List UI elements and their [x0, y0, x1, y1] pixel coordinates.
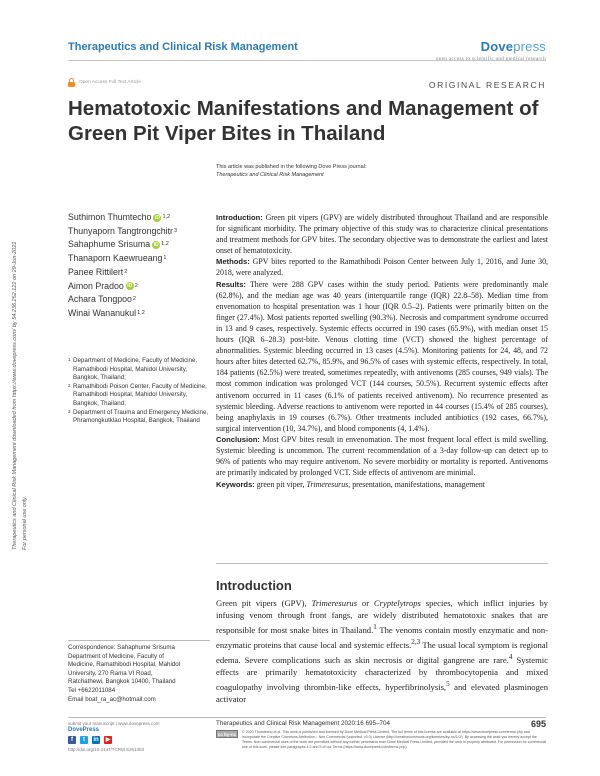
correspondence-line: Department of Medicine, Faculty of — [68, 652, 164, 660]
author-name[interactable]: Panee Rittilert — [68, 266, 124, 277]
correspondence — [68, 644, 210, 704]
correspondence-divider — [68, 640, 210, 641]
abstract-methods: Methods: GPV bites reported to the Ramathibodi Poison Center between July 1, 2016, and June 30, 2018, were analyzed. — [216, 257, 548, 278]
license-block — [216, 730, 548, 750]
affiliation — [68, 383, 210, 409]
cc-license-icon[interactable]: cc by-nc — [217, 732, 237, 737]
abstract-results: Results: There were 288 GPV cases within the study period. Patients were predominantly male (62.8%), and the median age was 40 years (interquartile range (IQR) 22.8–58). Median time from envenomation to hospital presentation was 1 hour (IQR 0.5–2). Patients were primarily bitten on the finger (27.4%). Most patients reported swelling (90.3%). Necrosis and compartment syndrome occurred in 13 and 9 cases, respectively. Systemic effects occurred in 190 cases (65.9%), with median onset 15 hours (IQR 6–28.3) post-bite. Venous clotting time (VCT) showed the highest percentage of abnormalities. Systemic bleeding occurred in 13 cases (4.5%). Monitoring patients for 24, 48, and 72 hours after bites detected 62.7%, 85.9%, and 96.5% of cases with systemic effects, respectively. In total, 184 patients (62.5%) were treated, sometimes repeatedly, with antivenoms (285 courses, 949 vials). The most common indication was prolonged VCT (144 courses, 50.5%). Recurrent systemic effects after antivenom occurred in 11 cases (6.1% of patients received antivenom). No recurrence presented as systemic bleeding. Adverse reactions to antivenom were reported in 44 courses (15.4% of 285 courses), being anaphylaxis in 19 courses (6.7%). Other treatments included antibiotics (192 cases, 66.7%), surgical intervention (10, 34.7%), and blood components (4, 1.4%). — [216, 279, 548, 433]
publication-note — [216, 163, 366, 179]
open-access-badge — [68, 78, 141, 87]
citation-ref[interactable]: 2,3 — [411, 638, 421, 647]
citation-ref[interactable]: 4 — [508, 653, 513, 662]
introduction-paragraph: Green pit vipers (GPV), Trimeresurus or Cryptelytrops species, which inflict injuries by infusing venom through front fangs, are widely distributed hematotoxic snakes that are responsible for most snake bites in Thailand.$^1$ The venoms contain mostly enzymatic and non-enzymatic proteins that cause local and systemic effects.$^{2,3}$ The usual local symptom is regional edema. Severe complications such as skin necrosis or digital gangrene are rare.$^4$ Systemic effects are primarily hematotoxicity characterized by thrombocytopenia and mixed coagulopathy involving thrombin-like effects, hyperfibrinolysis,$^5$ and elevated plasminogen activator — [216, 598, 548, 705]
author-name[interactable]: Winai Wananukul — [68, 307, 137, 318]
social-links — [68, 736, 208, 744]
correspondence-line: Ratchathewi, Bangkok 10400, Thailand — [68, 678, 176, 686]
correspondence-line: Medicine, Ramathibodi Hospital, Mahidol — [68, 661, 181, 669]
open-access-lock-icon — [68, 78, 75, 87]
abstract — [216, 212, 548, 490]
author[interactable] — [68, 211, 208, 225]
footer-divider — [68, 717, 546, 718]
author-name[interactable]: Achara Tongpoo — [68, 294, 132, 305]
footer-citation: Therapeutics and Clinical Risk Management 2020:16 695–704 — [216, 720, 390, 727]
footer-left — [68, 720, 208, 753]
author-affiliation-ref: 2 — [124, 268, 128, 275]
correspondence-line: Tel +6622011084 — [68, 686, 116, 694]
affiliation — [68, 357, 210, 383]
dovepress-logo[interactable] — [436, 39, 546, 62]
personal-use-text: For personal use only. — [22, 495, 28, 550]
header-divider — [68, 60, 546, 61]
twitter-icon[interactable]: t — [80, 736, 88, 744]
affiliations — [68, 357, 210, 426]
author-name[interactable]: Aimon Pradoo — [68, 280, 124, 291]
author-affiliation-ref: 1,2 — [161, 241, 169, 248]
author[interactable] — [68, 238, 208, 252]
keywords: Keywords: green pit viper, Trimeresurus, presentation, manifestations, management — [216, 480, 485, 490]
submit-link[interactable]: submit your manuscript | www.dovepress.com — [68, 721, 160, 726]
download-watermark-text: Therapeutics and Clinical Risk Management downloaded from https://www.dovepress.com/ by 54.236.252.122 on 29-Jun-2021 — [12, 241, 18, 550]
author-name[interactable]: Thunyaporn Tangtrongchitr — [68, 225, 173, 236]
download-watermark — [10, 110, 38, 550]
facebook-icon[interactable]: f — [68, 736, 76, 744]
author-affiliation-ref: 2 — [134, 282, 138, 289]
open-access-label: Open Access Full Text Article — [79, 80, 141, 85]
publication-note-journal[interactable]: Therapeutics and Clinical Risk Management — [216, 172, 324, 178]
affiliation-text: Department of Trauma and Emergency Medicine, Phramongkutklao Hospital, Bangkok, Thailand — [73, 408, 209, 425]
orcid-icon[interactable]: iD — [153, 242, 159, 249]
author[interactable] — [68, 293, 208, 307]
author-affiliation-ref: 1 — [163, 255, 167, 262]
article-type-label: ORIGINAL RESEARCH — [428, 80, 546, 90]
youtube-icon[interactable]: ▶ — [105, 737, 111, 743]
article-title: Hematotoxic Manifestations and Management of Green Pit Viper Bites in Thailand — [68, 97, 539, 145]
affiliation — [68, 409, 210, 426]
page-number: 695 — [530, 719, 546, 729]
citation-ref[interactable]: 5 — [446, 680, 450, 689]
author-affiliation-ref: 3 — [173, 227, 178, 234]
introduction-heading: Introduction — [216, 578, 292, 593]
abstract-conclusion: Conclusion: Most GPV bites result in envenomation. The most frequent local effect is mild swelling. Systemic bleeding is uncommon. The current recommendation of a 3-day follow-up can detect up to 96% of patients who may require antivenom. No severe morbidity or mortality is reported. Antivenoms are primarily indicated by prolonged VCT. Side effects of antivenom are minimal. — [216, 434, 548, 478]
correspondence-line[interactable]: Email boat_ra_ac@hotmail.com — [68, 695, 156, 703]
author-name[interactable]: Suthimon Thumtecho — [68, 212, 152, 222]
author[interactable] — [68, 252, 208, 266]
affiliation-text: Department of Medicine, Faculty of Medicine, Ramathibodi Hospital, Mahidol University, Bangkok, Thailand; — [73, 357, 198, 382]
affiliation-number: 2 — [68, 382, 71, 388]
correspondence-line: University, 270 Rama VI Road, — [68, 669, 153, 677]
author[interactable] — [68, 266, 208, 280]
author-affiliation-ref: 1,2 — [137, 309, 145, 316]
linkedin-icon[interactable]: in — [93, 737, 99, 743]
author[interactable] — [68, 307, 208, 321]
author-name[interactable]: Thanaporn Kaewrueang — [68, 253, 163, 264]
author-affiliation-ref: 2 — [132, 296, 136, 303]
orcid-icon[interactable]: iD — [127, 283, 133, 290]
correspondence-line: Correspondence: Sahaphume Srisuma — [68, 644, 175, 651]
brand-name: Dovepress — [480, 39, 546, 54]
affiliation-number: 3 — [68, 408, 71, 414]
author-affiliation-ref: 1,2 — [162, 214, 171, 220]
citation-ref[interactable]: 1 — [373, 623, 377, 632]
affiliation-text: Ramathibodi Poison Center, Faculty of Medicine, Ramathibodi Hospital, Mahidol University, Bangkok, Thailand; — [73, 382, 207, 407]
brand-tagline: open access to scientific and medical research — [435, 56, 546, 62]
orcid-icon[interactable]: iD — [154, 214, 160, 221]
dovepress-footer-logo[interactable]: DovePress — [68, 727, 100, 733]
journal-title[interactable]: Therapeutics and Clinical Risk Management — [68, 41, 298, 53]
author-name[interactable]: Sahaphume Srisuma — [68, 239, 151, 250]
publication-note-line: This article was published in the following Dove Press journal: — [216, 164, 367, 170]
license-text: © 2020 Thumtecho et al. This work is published and licensed by Dove Medical Press Limited. The full terms of this license are available at https://www.dovepress.com/terms.php and incorporate the Creative Commons Attribution – Non Commercial (unported, v3.0) License (http://creativecommons.org/licenses/by-nc/3.0/). By accessing the work you hereby accept the Terms. Non-commercial uses of the work are permitted without any further permission from Dove Medical Press Limited, provided the work is properly attributed. For permission for commercial use of this work, please see paragraphs 4.2 and 5 of our Terms (https://www.dovepress.com/terms.php). — [242, 730, 547, 749]
abstract-divider — [216, 563, 548, 564]
affiliation-number: 1 — [68, 357, 71, 362]
abstract-introduction: Introduction: Green pit vipers (GPV) are widely distributed throughout Thailand and are responsible for significant morbidity. The primary objective of this study was to characterize clinical presentations and treatment methods for GPV bites. The secondary objective was to demonstrate the earliest and latest onset of hematotoxicity. — [216, 213, 548, 256]
doi-link[interactable]: http://doi.org/10.2147/TCRM.S261303 — [68, 747, 145, 752]
author[interactable] — [68, 225, 208, 239]
author-list — [68, 211, 208, 321]
author[interactable] — [68, 280, 208, 294]
